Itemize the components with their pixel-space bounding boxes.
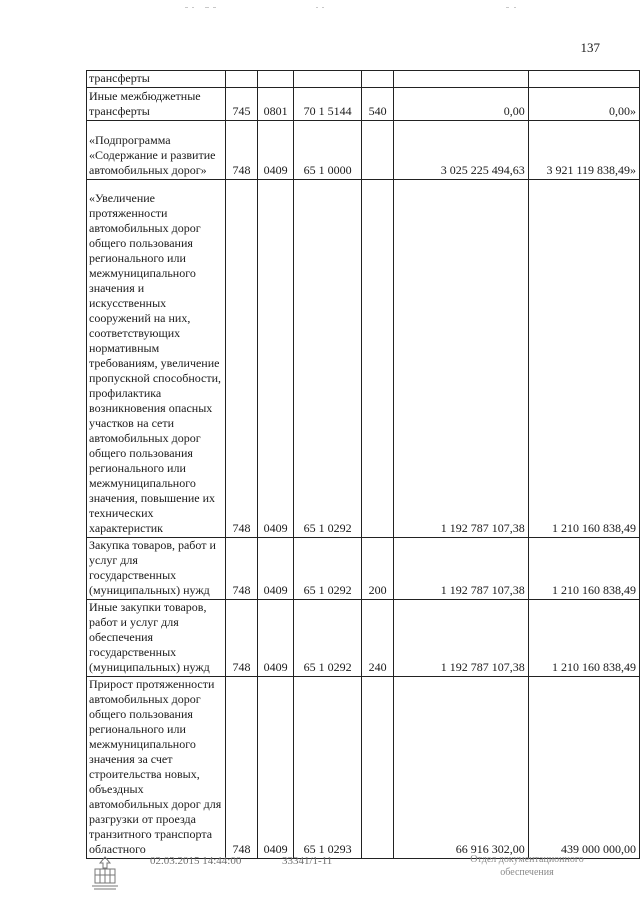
page-number: 137 bbox=[580, 40, 600, 55]
expense-type-cell: 540 bbox=[362, 88, 394, 121]
row-name-cell: Иные закупки товаров, работ и услуг для обеспечения государственных (муниципальных) нужд bbox=[87, 600, 226, 677]
amount-year1-cell: 1 192 787 107,38 bbox=[393, 180, 528, 538]
target-article-cell: 65 1 0292 bbox=[294, 180, 362, 538]
ministry-code-cell: 748 bbox=[225, 600, 258, 677]
amount-year1-cell: 1 192 787 107,38 bbox=[393, 600, 528, 677]
table-row bbox=[87, 600, 640, 677]
table-row bbox=[87, 538, 640, 600]
section-code-cell: 0409 bbox=[258, 677, 294, 859]
amount-year2-cell: 3 921 119 838,49» bbox=[528, 121, 639, 180]
section-code-cell: 0409 bbox=[258, 121, 294, 180]
ministry-code-cell: 748 bbox=[225, 121, 258, 180]
section-code-cell: 0801 bbox=[258, 88, 294, 121]
row-name-cell: Закупка товаров, работ и услуг для государственных (муниципальных) нужд bbox=[87, 538, 226, 600]
expense-type-cell bbox=[362, 180, 394, 538]
footer-timestamp: 02.03.2015 14:44:00 bbox=[150, 855, 242, 867]
amount-year2-cell bbox=[528, 71, 639, 88]
table-row bbox=[87, 121, 640, 180]
amount-year2-cell: 1 210 160 838,49 bbox=[528, 180, 639, 538]
row-name-cell: «Подпрограмма «Содержание и развитие автомобильных дорог» bbox=[87, 121, 226, 180]
target-article-cell: 65 1 0292 bbox=[294, 600, 362, 677]
ministry-code-cell: 748 bbox=[225, 538, 258, 600]
table-row bbox=[87, 677, 640, 859]
amount-year2-cell: 0,00» bbox=[528, 88, 639, 121]
budget-table-body bbox=[87, 71, 640, 859]
section-code-cell: 0409 bbox=[258, 600, 294, 677]
amount-year2-cell: 1 210 160 838,49 bbox=[528, 538, 639, 600]
amount-year1-cell: 0,00 bbox=[393, 88, 528, 121]
footer-document-number: 33341/1-11 bbox=[282, 855, 333, 867]
amount-year1-cell: 3 025 225 494,63 bbox=[393, 121, 528, 180]
row-name-cell: трансферты bbox=[87, 71, 226, 88]
expense-type-cell: 200 bbox=[362, 538, 394, 600]
amount-year2-cell: 1 210 160 838,49 bbox=[528, 600, 639, 677]
amount-year1-cell bbox=[393, 71, 528, 88]
expense-type-cell bbox=[362, 677, 394, 859]
table-row bbox=[87, 71, 640, 88]
target-article-cell: 65 1 0293 bbox=[294, 677, 362, 859]
ministry-code-cell: 745 bbox=[225, 88, 258, 121]
amount-year1-cell: 1 192 787 107,38 bbox=[393, 538, 528, 600]
expense-type-cell bbox=[362, 121, 394, 180]
ministry-code-cell: 748 bbox=[225, 677, 258, 859]
target-article-cell: 70 1 5144 bbox=[294, 88, 362, 121]
scan-artifact-marks bbox=[0, 4, 640, 14]
footer-department-stamp: Отдел документационного обеспечения bbox=[470, 854, 584, 878]
ministry-code-cell bbox=[225, 71, 258, 88]
row-name-cell: «Увеличение протяженности автомобильных дорог общего пользования регионального или межмуниципального значения и искусственных сооружений на них, соответствующих нормативным требованиям, увеличение пропускной способности, профилактика возникновения опасных участков на сети автомобильных дорог общего пользования регионального или межмуниципального значения, повышение их технических характеристик bbox=[87, 180, 226, 538]
section-code-cell: 0409 bbox=[258, 538, 294, 600]
amount-year2-cell: 439 000 000,00 bbox=[528, 677, 639, 859]
expense-type-cell: 240 bbox=[362, 600, 394, 677]
row-name-cell: Иные межбюджетные трансферты bbox=[87, 88, 226, 121]
ministry-code-cell: 748 bbox=[225, 180, 258, 538]
target-article-cell: 65 1 0000 bbox=[294, 121, 362, 180]
section-code-cell bbox=[258, 71, 294, 88]
target-article-cell bbox=[294, 71, 362, 88]
table-row bbox=[87, 88, 640, 121]
row-name-cell: Прирост протяженности автомобильных дорог общего пользования регионального или межмуниципального значения за счет строительства новых, объездных автомобильных дорог для разгрузки от проезда транзитного транспорта областного bbox=[87, 677, 226, 859]
amount-year1-cell: 66 916 302,00 bbox=[393, 677, 528, 859]
emblem-seal-icon bbox=[90, 855, 120, 891]
table-row bbox=[87, 180, 640, 538]
budget-table bbox=[86, 70, 640, 859]
expense-type-cell bbox=[362, 71, 394, 88]
target-article-cell: 65 1 0292 bbox=[294, 538, 362, 600]
section-code-cell: 0409 bbox=[258, 180, 294, 538]
